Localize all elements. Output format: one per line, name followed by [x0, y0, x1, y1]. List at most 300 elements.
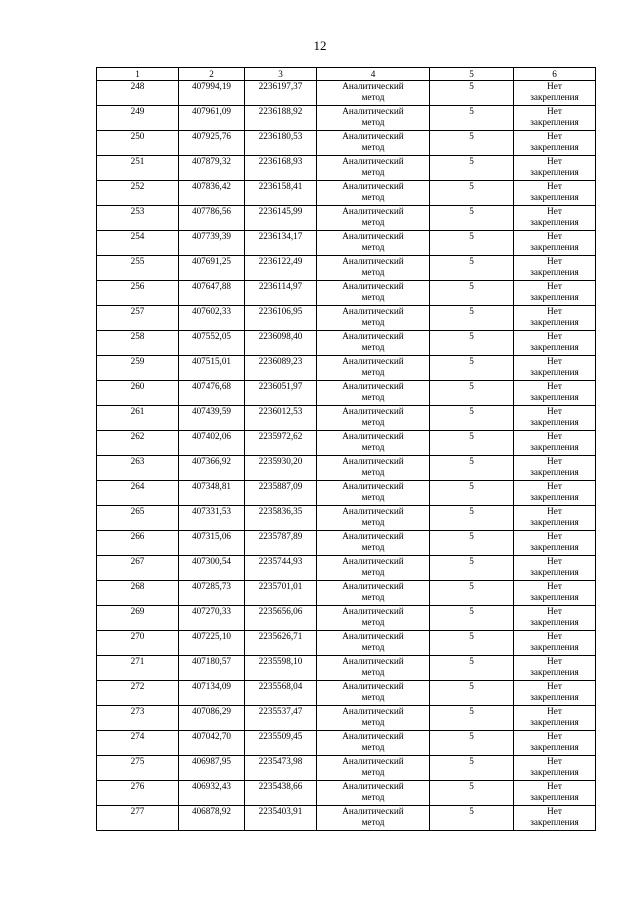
table-row [97, 531, 596, 556]
table-cell [179, 656, 245, 681]
fixation-line: Нет [547, 356, 562, 366]
column-header: 4 [317, 68, 430, 81]
table-cell [514, 381, 596, 406]
table-cell [317, 231, 430, 256]
table-row [97, 681, 596, 706]
table-cell [97, 681, 179, 706]
fixation-line: закрепления [530, 591, 579, 602]
coordinate-x: 407402,06 [191, 431, 232, 441]
coordinate-x: 407476,68 [191, 381, 232, 391]
table-cell [430, 581, 514, 606]
method-line: метод [361, 166, 385, 177]
method-line: Аналитический [342, 331, 404, 341]
table-cell [179, 81, 245, 106]
fixation-line: Нет [547, 656, 562, 666]
table-cell [179, 181, 245, 206]
method-line: метод [361, 541, 385, 552]
accuracy-value: 5 [469, 431, 474, 441]
coordinate-y: 2236051,97 [258, 381, 303, 391]
table-cell [514, 456, 596, 481]
fixation-line: закрепления [530, 541, 579, 552]
table-cell [179, 131, 245, 156]
coordinate-x: 406932,43 [191, 781, 232, 791]
table-row [97, 656, 596, 681]
table-cell [430, 731, 514, 756]
accuracy-value: 5 [469, 81, 474, 91]
table-cell [430, 506, 514, 531]
coordinate-y: 2235701,01 [258, 581, 303, 591]
method-line: Аналитический [342, 531, 404, 541]
coordinate-y: 2236134,17 [258, 231, 303, 241]
method-line: Аналитический [342, 206, 404, 216]
table-cell [430, 756, 514, 781]
fixation-line: Нет [547, 206, 562, 216]
coordinate-x: 407348,81 [191, 481, 232, 491]
fixation-line: закрепления [530, 366, 579, 377]
table-cell [97, 731, 179, 756]
method-line: метод [361, 266, 385, 277]
accuracy-value: 5 [469, 806, 474, 816]
table-cell [317, 781, 430, 806]
table-cell [514, 81, 596, 106]
fixation-line: Нет [547, 756, 562, 766]
method-line: метод [361, 466, 385, 477]
table-cell [97, 656, 179, 681]
coordinate-x: 407225,10 [191, 631, 232, 641]
method-line: Аналитический [342, 356, 404, 366]
table-cell [514, 481, 596, 506]
table-cell [430, 706, 514, 731]
point-number: 251 [130, 156, 145, 166]
coordinate-y: 2235509,45 [258, 731, 303, 741]
fixation-line: закрепления [530, 416, 579, 427]
table-row [97, 731, 596, 756]
table-cell [97, 281, 179, 306]
method-line: метод [361, 766, 385, 777]
coordinate-y: 2235787,89 [258, 531, 303, 541]
table-cell [430, 156, 514, 181]
table-cell [179, 481, 245, 506]
table-cell [430, 281, 514, 306]
point-number: 267 [130, 556, 145, 566]
table-cell [97, 706, 179, 731]
coordinate-y: 2235438,66 [258, 781, 303, 791]
table-row [97, 181, 596, 206]
accuracy-value: 5 [469, 406, 474, 416]
method-line: Аналитический [342, 256, 404, 266]
table-cell [245, 631, 317, 656]
table-cell [514, 806, 596, 831]
coordinate-x: 407042,70 [191, 731, 232, 741]
accuracy-value: 5 [469, 206, 474, 216]
point-number: 270 [130, 631, 145, 641]
table-cell [317, 456, 430, 481]
fixation-line: Нет [547, 156, 562, 166]
method-line: Аналитический [342, 181, 404, 191]
table-row [97, 231, 596, 256]
table-row [97, 456, 596, 481]
accuracy-value: 5 [469, 731, 474, 741]
accuracy-value: 5 [469, 681, 474, 691]
table-cell [97, 156, 179, 181]
table-cell [514, 581, 596, 606]
table-cell [514, 656, 596, 681]
table-cell [245, 156, 317, 181]
table-cell [179, 506, 245, 531]
coordinate-y: 2236197,37 [258, 81, 303, 91]
accuracy-value: 5 [469, 556, 474, 566]
table-cell [179, 281, 245, 306]
table-cell [317, 731, 430, 756]
fixation-line: закрепления [530, 341, 579, 352]
method-line: метод [361, 566, 385, 577]
table-cell [179, 206, 245, 231]
table-cell [179, 306, 245, 331]
fixation-line: Нет [547, 81, 562, 91]
table-row [97, 256, 596, 281]
table-cell [317, 506, 430, 531]
table-cell [97, 581, 179, 606]
table-cell [317, 181, 430, 206]
table-cell [97, 131, 179, 156]
fixation-line: закрепления [530, 816, 579, 827]
table-cell [245, 306, 317, 331]
coordinate-y: 2236158,41 [258, 181, 303, 191]
method-line: метод [361, 241, 385, 252]
coordinate-y: 2236180,53 [258, 131, 303, 141]
table-row [97, 331, 596, 356]
accuracy-value: 5 [469, 381, 474, 391]
table-cell [317, 631, 430, 656]
table-row [97, 381, 596, 406]
table-cell [179, 731, 245, 756]
coordinate-y: 2236106,95 [258, 306, 303, 316]
table-cell [245, 506, 317, 531]
coordinate-y: 2235972,62 [258, 431, 303, 441]
table-cell [514, 206, 596, 231]
coordinate-x: 407994,19 [191, 81, 232, 91]
point-number: 261 [130, 406, 145, 416]
fixation-line: закрепления [530, 166, 579, 177]
table-cell [430, 81, 514, 106]
coordinate-x: 407086,29 [191, 706, 232, 716]
table-cell [245, 81, 317, 106]
table-cell [97, 331, 179, 356]
point-number: 264 [130, 481, 145, 491]
coordinate-y: 2236168,93 [258, 156, 303, 166]
method-line: Аналитический [342, 606, 404, 616]
fixation-line: закрепления [530, 191, 579, 202]
fixation-line: Нет [547, 806, 562, 816]
point-number: 268 [130, 581, 145, 591]
method-line: метод [361, 441, 385, 452]
table-row [97, 431, 596, 456]
table-cell [97, 756, 179, 781]
coordinate-x: 407836,42 [191, 181, 232, 191]
table-cell [430, 481, 514, 506]
coordinate-y: 2236098,40 [258, 331, 303, 341]
table-cell [317, 306, 430, 331]
table-cell [317, 806, 430, 831]
table-cell [317, 706, 430, 731]
point-number: 249 [130, 106, 145, 116]
table-cell [430, 206, 514, 231]
method-line: метод [361, 341, 385, 352]
table-cell [245, 481, 317, 506]
method-line: Аналитический [342, 81, 404, 91]
fixation-line: закрепления [530, 516, 579, 527]
table-cell [97, 181, 179, 206]
table-cell [430, 456, 514, 481]
table-cell [317, 606, 430, 631]
method-line: метод [361, 791, 385, 802]
coordinate-y: 2236145,99 [258, 206, 303, 216]
fixation-line: Нет [547, 456, 562, 466]
method-line: Аналитический [342, 631, 404, 641]
table-cell [317, 581, 430, 606]
coordinate-y: 2235836,35 [258, 506, 303, 516]
method-line: метод [361, 641, 385, 652]
coordinate-x: 407515,01 [191, 356, 232, 366]
table-row [97, 156, 596, 181]
accuracy-value: 5 [469, 756, 474, 766]
table-row [97, 581, 596, 606]
table-body [97, 81, 596, 831]
fixation-line: закрепления [530, 491, 579, 502]
fixation-line: закрепления [530, 466, 579, 477]
fixation-line: закрепления [530, 291, 579, 302]
coordinate-y: 2235568,04 [258, 681, 303, 691]
table-cell [245, 656, 317, 681]
table-cell [430, 356, 514, 381]
coordinate-x: 407879,32 [191, 156, 232, 166]
fixation-line: закрепления [530, 791, 579, 802]
accuracy-value: 5 [469, 706, 474, 716]
table-cell [179, 706, 245, 731]
table-row [97, 281, 596, 306]
point-number: 274 [130, 731, 145, 741]
point-number: 255 [130, 256, 145, 266]
coordinate-y: 2235537,47 [258, 706, 303, 716]
table-cell [245, 231, 317, 256]
table-cell [514, 231, 596, 256]
table-cell [317, 281, 430, 306]
point-number: 252 [130, 181, 145, 191]
table-cell [317, 356, 430, 381]
table-cell [430, 306, 514, 331]
table-cell [430, 656, 514, 681]
fixation-line: Нет [547, 306, 562, 316]
table-cell [514, 756, 596, 781]
table-cell [179, 681, 245, 706]
table-cell [97, 606, 179, 631]
fixation-line: закрепления [530, 566, 579, 577]
table-cell [245, 581, 317, 606]
point-number: 254 [130, 231, 145, 241]
table-cell [514, 731, 596, 756]
table-cell [97, 631, 179, 656]
table-cell [430, 181, 514, 206]
fixation-line: закрепления [530, 741, 579, 752]
table-cell [179, 806, 245, 831]
method-line: Аналитический [342, 706, 404, 716]
table-cell [430, 631, 514, 656]
method-line: метод [361, 716, 385, 727]
point-number: 277 [130, 806, 145, 816]
table-cell [97, 481, 179, 506]
method-line: метод [361, 816, 385, 827]
table-row [97, 706, 596, 731]
point-number: 276 [130, 781, 145, 791]
table-row [97, 206, 596, 231]
accuracy-value: 5 [469, 781, 474, 791]
table-cell [430, 556, 514, 581]
table-cell [97, 231, 179, 256]
table-cell [97, 306, 179, 331]
fixation-line: закрепления [530, 716, 579, 727]
table-cell [514, 406, 596, 431]
column-header: 1 [97, 68, 179, 81]
point-number: 273 [130, 706, 145, 716]
table-cell [317, 431, 430, 456]
table-cell [514, 356, 596, 381]
table-cell [514, 531, 596, 556]
method-line: метод [361, 141, 385, 152]
table-row [97, 781, 596, 806]
table-cell [430, 381, 514, 406]
method-line: метод [361, 116, 385, 127]
fixation-line: Нет [547, 681, 562, 691]
column-header: 3 [245, 68, 317, 81]
table-cell [97, 256, 179, 281]
point-number: 263 [130, 456, 145, 466]
accuracy-value: 5 [469, 606, 474, 616]
table-cell [97, 781, 179, 806]
table-cell [245, 456, 317, 481]
table-cell [317, 331, 430, 356]
method-line: Аналитический [342, 556, 404, 566]
table-cell [179, 156, 245, 181]
fixation-line: Нет [547, 281, 562, 291]
table-cell [430, 781, 514, 806]
method-line: Аналитический [342, 656, 404, 666]
table-cell [179, 781, 245, 806]
table-cell [430, 531, 514, 556]
method-line: Аналитический [342, 781, 404, 791]
coordinate-x: 407739,39 [191, 231, 232, 241]
table-cell [514, 431, 596, 456]
coordinate-x: 407786,56 [191, 206, 232, 216]
method-line: Аналитический [342, 581, 404, 591]
point-number: 248 [130, 81, 145, 91]
fixation-line: закрепления [530, 141, 579, 152]
table-row [97, 606, 596, 631]
table-cell [317, 406, 430, 431]
coordinate-x: 407180,57 [191, 656, 232, 666]
fixation-line: Нет [547, 481, 562, 491]
method-line: метод [361, 391, 385, 402]
method-line: Аналитический [342, 156, 404, 166]
fixation-line: закрепления [530, 391, 579, 402]
fixation-line: закрепления [530, 666, 579, 677]
point-number: 265 [130, 506, 145, 516]
table-cell [514, 331, 596, 356]
table-row [97, 556, 596, 581]
fixation-line: Нет [547, 331, 562, 341]
point-number: 258 [130, 331, 145, 341]
table-cell [245, 681, 317, 706]
table-cell [179, 331, 245, 356]
point-number: 253 [130, 206, 145, 216]
table-cell [514, 256, 596, 281]
coordinates-table [96, 67, 596, 831]
column-header: 6 [514, 68, 596, 81]
method-line: метод [361, 616, 385, 627]
table-cell [245, 556, 317, 581]
accuracy-value: 5 [469, 231, 474, 241]
fixation-line: Нет [547, 556, 562, 566]
fixation-line: Нет [547, 581, 562, 591]
table-cell [97, 381, 179, 406]
table-cell [97, 406, 179, 431]
method-line: метод [361, 691, 385, 702]
method-line: Аналитический [342, 231, 404, 241]
table-cell [97, 556, 179, 581]
coordinate-x: 407552,05 [191, 331, 232, 341]
method-line: метод [361, 516, 385, 527]
method-line: метод [361, 291, 385, 302]
table-cell [245, 256, 317, 281]
table-cell [514, 556, 596, 581]
coordinate-y: 2235626,71 [258, 631, 303, 641]
accuracy-value: 5 [469, 106, 474, 116]
table-cell [245, 206, 317, 231]
table-cell [245, 331, 317, 356]
fixation-line: Нет [547, 731, 562, 741]
table-cell [97, 106, 179, 131]
method-line: Аналитический [342, 381, 404, 391]
table-cell [179, 231, 245, 256]
method-line: метод [361, 216, 385, 227]
fixation-line: закрепления [530, 266, 579, 277]
fixation-line: закрепления [530, 616, 579, 627]
fixation-line: закрепления [530, 691, 579, 702]
table-row [97, 356, 596, 381]
fixation-line: Нет [547, 781, 562, 791]
point-number: 259 [130, 356, 145, 366]
accuracy-value: 5 [469, 481, 474, 491]
accuracy-value: 5 [469, 281, 474, 291]
coordinate-y: 2236114,97 [258, 281, 303, 291]
table-cell [245, 781, 317, 806]
table-cell [317, 106, 430, 131]
table-cell [179, 431, 245, 456]
table-cell [245, 731, 317, 756]
table-cell [317, 556, 430, 581]
point-number: 250 [130, 131, 145, 141]
table-cell [317, 756, 430, 781]
table-cell [317, 531, 430, 556]
table-row [97, 306, 596, 331]
table-cell [514, 606, 596, 631]
table-cell [179, 256, 245, 281]
coordinate-x: 407315,06 [191, 531, 232, 541]
page-number: 12 [313, 38, 327, 53]
method-line: метод [361, 591, 385, 602]
table-cell [430, 406, 514, 431]
coordinate-y: 2235473,98 [258, 756, 303, 766]
fixation-line: Нет [547, 181, 562, 191]
